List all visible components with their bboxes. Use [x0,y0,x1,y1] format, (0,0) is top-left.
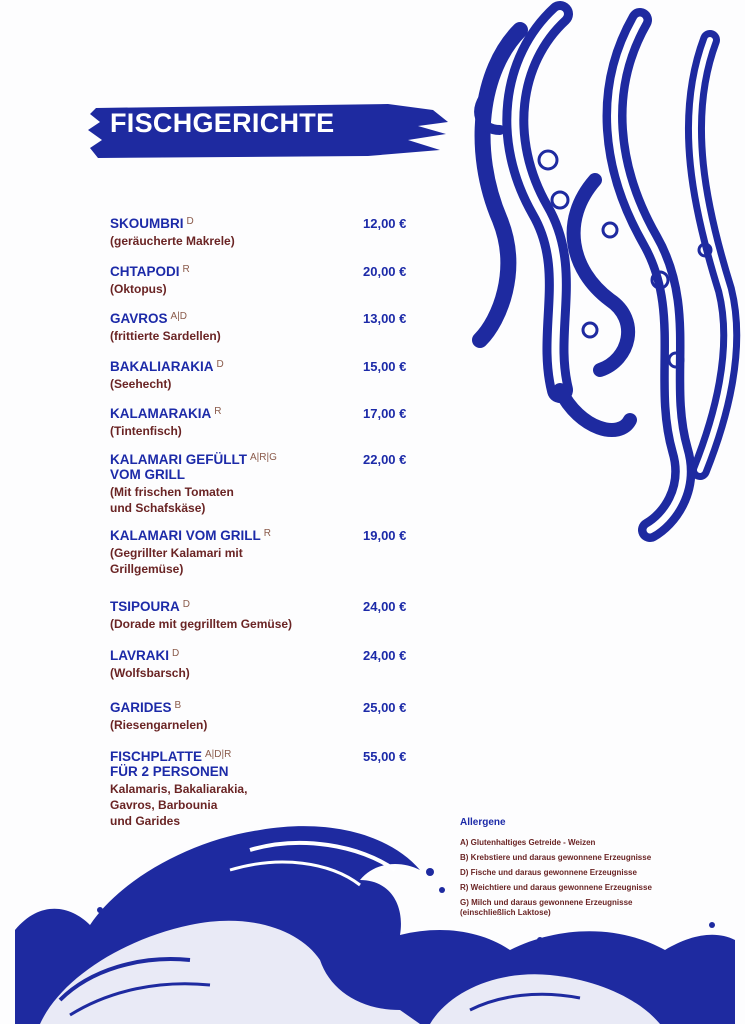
allergen-codes: R [182,264,190,275]
menu-item-lavraki [110,648,420,681]
item-description: (Dorade mit gegrilltem Gemüse) [110,617,293,631]
menu-item-garides [110,700,420,733]
item-price: 13,00 € [363,311,407,326]
allergen-codes: D [182,599,190,610]
item-description-line3: und Garides [110,814,181,828]
item-name: FISCHPLATTE $^{A|D|R}$ [110,749,232,764]
allergen-legend [460,817,740,923]
allergen-line-a: A) Glutenhaltiges Getreide - Weizen [460,838,596,847]
item-price: 20,00 € [363,264,407,279]
menu-item-tsipoura [110,599,420,632]
item-description: (Wolfsbarsch) [110,666,190,680]
allergen-codes: A|D [170,311,188,322]
item-price: 24,00 € [363,648,407,663]
allergen-line-g: G) Milch und daraus gewonnene Erzeugnisse [460,898,633,907]
menu-item-kalamarakia [110,406,420,439]
item-price: 19,00 € [363,528,407,543]
allergen-codes: D [172,648,180,659]
allergen-line-d: D) Fische und daraus gewonnene Erzeugnisse [460,868,637,877]
item-description-line2: Grillgemüse) [110,562,184,576]
item-description: (Riesengarnelen) [110,718,208,732]
item-name: CHTAPODI $^R$ [110,264,190,279]
item-price: 15,00 € [363,359,407,374]
item-name: SKOUMBRI $^D$ [110,216,194,231]
menu-item-gavros [110,311,420,344]
menu-item-skoumbri [110,216,420,249]
allergen-line-g-note: (einschließlich Laktose) [460,908,551,917]
item-price: 17,00 € [363,406,407,421]
item-description: Kalamaris, Bakaliarakia, [110,782,248,796]
item-description: (Mit frischen Tomaten [110,485,234,499]
item-description: (Seehecht) [110,377,172,391]
octopus-tentacles-illustration [479,14,730,530]
item-description: (Oktopus) [110,282,167,296]
allergen-codes: D [186,216,194,227]
item-name: LAVRAKI $^D$ [110,648,180,663]
menu-item-fischplatte [110,749,420,829]
allergen-codes: B [174,700,182,711]
item-price: 25,00 € [363,700,407,715]
item-price: 55,00 € [363,749,407,764]
item-description-line2: Gavros, Barbounia [110,798,218,812]
item-price: 24,00 € [363,599,407,614]
allergen-line-b: B) Krebstiere und daraus gewonnene Erzeugnisse [460,853,652,862]
allergen-codes: R [214,406,222,417]
allergen-codes: R [263,528,271,539]
allergen-legend-title: Allergene [460,817,506,828]
menu-item-kalamari-vom-grill [110,528,420,577]
item-name: KALAMARI VOM GRILL $^R$ [110,528,271,543]
allergen-line-r: R) Weichtiere und daraus gewonnene Erzeugnisse [460,883,652,892]
item-description: (geräucherte Makrele) [110,234,235,248]
item-name: GARIDES $^B$ [110,700,182,715]
item-name: GAVROS $^{A|D}$ [110,311,188,326]
allergen-codes: D [216,359,224,370]
item-description: (Gegrillter Kalamari mit [110,546,243,560]
menu-item-bakaliarakia [110,359,420,392]
menu-item-chtapodi [110,264,420,297]
item-price: 22,00 € [363,452,407,467]
item-name-line2: FÜR 2 PERSONEN [110,764,229,779]
allergen-codes: A|R|G [249,452,277,463]
page-title: FISCHGERICHTE [110,108,335,138]
item-name: KALAMARI GEFÜLLT $^{A|R|G}$ [110,452,277,467]
item-description: (frittierte Sardellen) [110,329,221,343]
menu-item-kalamari-gefuellt [110,452,420,516]
item-name: BAKALIARAKIA $^D$ [110,359,224,374]
item-name-line2: VOM GRILL [110,467,185,482]
allergen-codes: A|D|R [205,749,232,760]
item-name: TSIPOURA $^D$ [110,599,190,614]
item-description: (Tintenfisch) [110,424,182,438]
item-description-line2: und Schafskäse) [110,501,206,515]
item-price: 12,00 € [363,216,407,231]
item-name: KALAMARAKIA $^R$ [110,406,222,421]
